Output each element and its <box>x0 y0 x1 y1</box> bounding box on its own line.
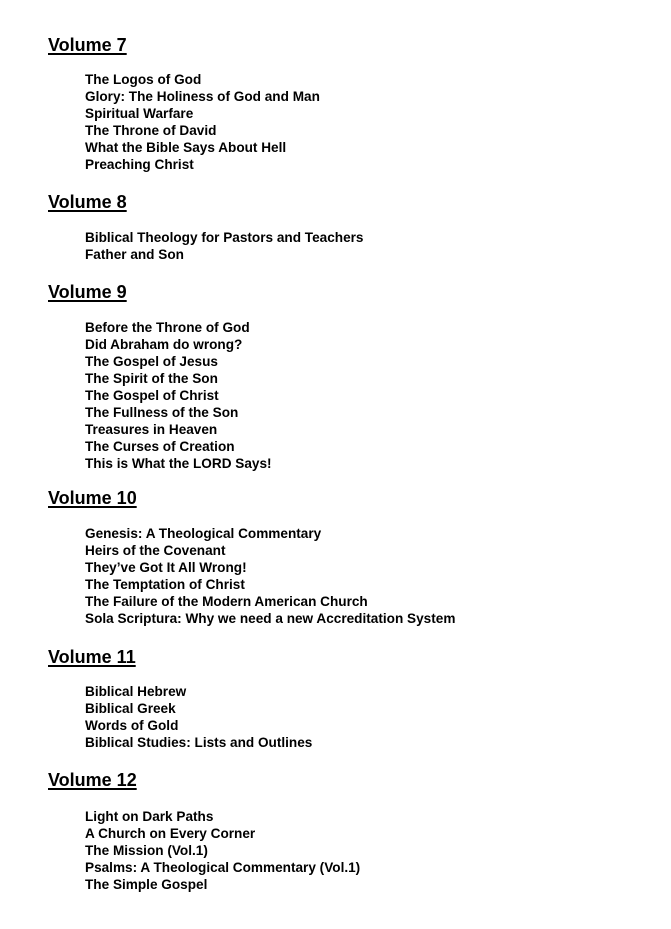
volume-heading: Volume 9 <box>48 282 127 302</box>
volume-11 <box>48 647 312 751</box>
title-item: The Gospel of Christ <box>85 388 219 403</box>
title-item: Before the Throne of God <box>85 320 250 335</box>
title-item: A Church on Every Corner <box>85 826 256 841</box>
volume-8 <box>48 192 364 263</box>
title-item: The Spirit of the Son <box>85 371 218 386</box>
title-item: The Failure of the Modern American Church <box>85 594 368 609</box>
title-list <box>48 808 360 893</box>
title-item: Spiritual Warfare <box>85 106 194 121</box>
title-list <box>48 229 364 263</box>
title-item: Biblical Greek <box>85 701 176 716</box>
volume-10 <box>48 488 455 627</box>
title-item: The Gospel of Jesus <box>85 354 218 369</box>
volume-9 <box>48 282 272 472</box>
title-list <box>48 319 272 472</box>
title-item: Glory: The Holiness of God and Man <box>85 89 320 104</box>
title-item: Psalms: A Theological Commentary (Vol.1) <box>85 860 361 875</box>
volume-heading: Volume 11 <box>48 647 136 667</box>
title-item: Did Abraham do wrong? <box>85 337 243 352</box>
title-item: Light on Dark Paths <box>85 809 214 824</box>
volume-heading: Volume 8 <box>48 192 127 212</box>
title-list <box>48 525 455 627</box>
volume-heading: Volume 12 <box>48 770 137 790</box>
title-item: The Fullness of the Son <box>85 405 239 420</box>
title-item: Words of Gold <box>85 718 179 733</box>
title-item: The Mission (Vol.1) <box>85 843 208 858</box>
title-item: The Throne of David <box>85 123 217 138</box>
title-item: The Curses of Creation <box>85 439 235 454</box>
title-item: Treasures in Heaven <box>85 422 218 437</box>
title-item: This is What the LORD Says! <box>85 456 272 471</box>
title-item: What the Bible Says About Hell <box>85 140 287 155</box>
title-item: The Simple Gospel <box>85 877 208 892</box>
title-list <box>48 71 320 173</box>
title-item: Heirs of the Covenant <box>85 543 226 558</box>
volume-12 <box>48 770 360 893</box>
title-item: Biblical Theology for Pastors and Teachers <box>85 230 364 245</box>
title-item: Sola Scriptura: Why we need a new Accreditation System <box>85 611 456 626</box>
title-item: Genesis: A Theological Commentary <box>85 526 322 541</box>
title-item: Father and Son <box>85 247 184 262</box>
title-item: They’ve Got It All Wrong! <box>85 560 247 575</box>
volume-heading: Volume 10 <box>48 488 137 508</box>
title-item: Preaching Christ <box>85 157 194 172</box>
title-item: Biblical Hebrew <box>85 684 187 699</box>
volume-heading: Volume 7 <box>48 35 127 55</box>
title-list <box>48 683 312 751</box>
title-item: The Logos of God <box>85 72 202 87</box>
volume-7 <box>48 35 320 173</box>
title-item: Biblical Studies: Lists and Outlines <box>85 735 313 750</box>
title-item: The Temptation of Christ <box>85 577 245 592</box>
